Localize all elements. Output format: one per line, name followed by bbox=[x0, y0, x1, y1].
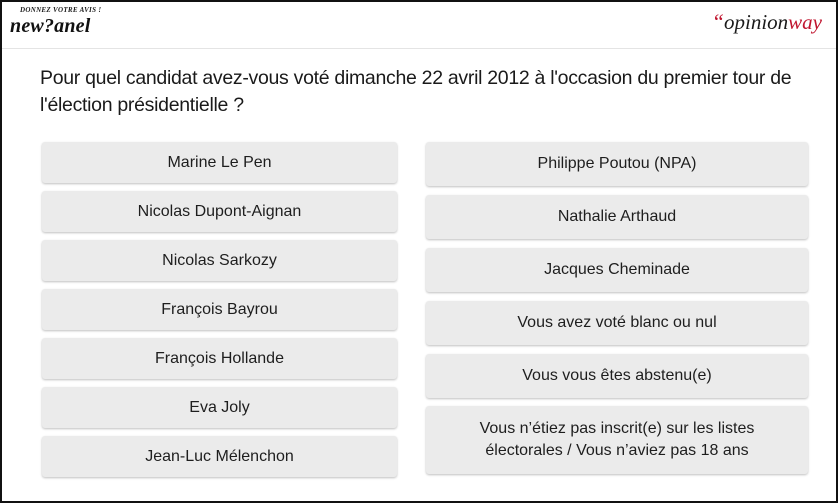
option-marine-le-pen[interactable]: Marine Le Pen bbox=[42, 142, 397, 183]
opinionway-quote-mark: “ bbox=[711, 9, 724, 34]
opinionway-logo-part2: way bbox=[788, 10, 822, 34]
option-francois-hollande[interactable]: François Hollande bbox=[42, 338, 397, 379]
header-divider bbox=[2, 48, 836, 49]
option-non-inscrit[interactable]: Vous n’étiez pas inscrit(e) sur les listes électorales / Vous n’aviez pas 18 ans bbox=[426, 406, 808, 474]
option-jacques-cheminade[interactable]: Jacques Cheminade bbox=[426, 248, 808, 292]
option-abstention[interactable]: Vous vous êtes abstenu(e) bbox=[426, 354, 808, 398]
option-nicolas-sarkozy[interactable]: Nicolas Sarkozy bbox=[42, 240, 397, 281]
opinionway-logo-part1: opinion bbox=[724, 10, 789, 34]
option-jean-luc-melenchon[interactable]: Jean-Luc Mélenchon bbox=[42, 436, 397, 477]
newpanel-logo-text: new?anel bbox=[10, 15, 91, 37]
opinionway-logo bbox=[712, 10, 822, 34]
question-text: Pour quel candidat avez-vous voté dimanche 22 avril 2012 à l'occasion du premier tour de l'élection présidentielle ? bbox=[40, 67, 792, 116]
option-vote-blanc-ou-nul[interactable]: Vous avez voté blanc ou nul bbox=[426, 301, 808, 345]
option-philippe-poutou[interactable]: Philippe Poutou (NPA) bbox=[426, 142, 808, 186]
option-nicolas-dupont-aignan[interactable]: Nicolas Dupont-Aignan bbox=[42, 191, 397, 232]
option-francois-bayrou[interactable]: François Bayrou bbox=[42, 289, 397, 330]
newpanel-tagline: DONNEZ VOTRE AVIS ! bbox=[20, 6, 102, 14]
option-nathalie-arthaud[interactable]: Nathalie Arthaud bbox=[426, 195, 808, 239]
newpanel-logo bbox=[10, 6, 101, 37]
option-eva-joly[interactable]: Eva Joly bbox=[42, 387, 397, 428]
